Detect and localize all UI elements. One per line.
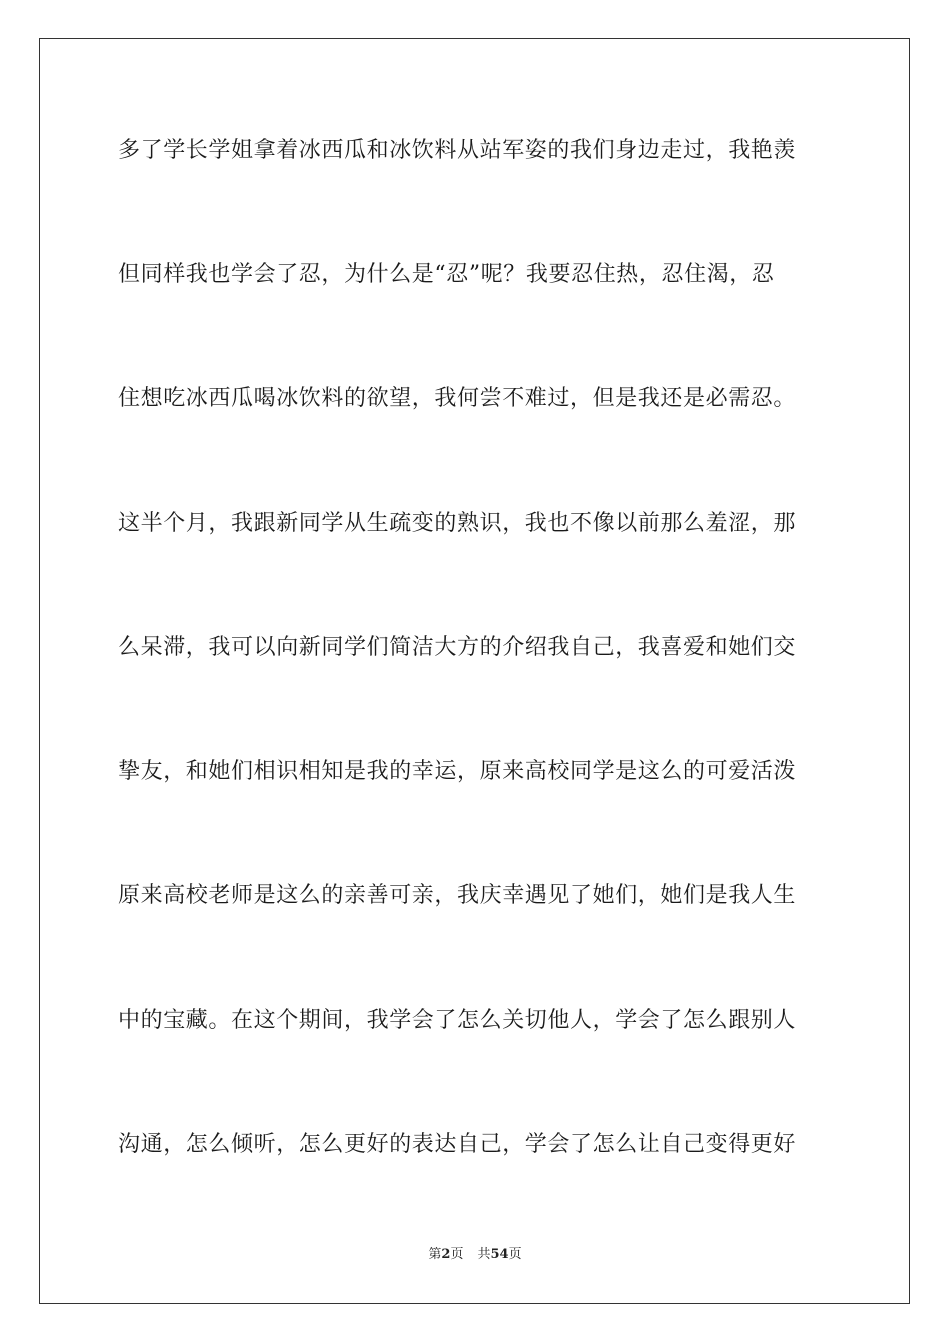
text-line: 这半个月，我跟新同学从生疏变的熟识，我也不像以前那么羞涩，那 xyxy=(118,511,797,536)
page-number-prefix: 第 xyxy=(428,1247,442,1262)
text-line: 沟通，怎么倾听，怎么更好的表达自己，学会了怎么让自己变得更好 xyxy=(118,1132,797,1157)
text-line: 但同样我也学会了忍，为什么是“忍”呢？我要忍住热，忍住渴，忍 xyxy=(118,262,775,287)
text-line: 么呆滞，我可以向新同学们简洁大方的介绍我自己，我喜爱和她们交 xyxy=(118,635,797,660)
total-pages-prefix: 共 xyxy=(477,1247,491,1262)
page-footer xyxy=(0,1246,950,1264)
text-line: 中的宝藏。在这个期间，我学会了怎么关切他人，学会了怎么跟别人 xyxy=(118,1008,797,1033)
text-line: 原来高校老师是这么的亲善可亲，我庆幸遇见了她们，她们是我人生 xyxy=(118,883,797,908)
page-border xyxy=(39,38,910,1304)
text-line: 住想吃冰西瓜喝冰饮料的欲望，我何尝不难过，但是我还是必需忍。 xyxy=(118,386,797,411)
total-pages-suffix: 页 xyxy=(508,1247,522,1262)
total-pages-number: 54 xyxy=(490,1247,509,1262)
text-line: 挚友，和她们相识相知是我的幸运，原来高校同学是这么的可爱活泼 xyxy=(118,759,797,784)
current-page-number: 2 xyxy=(441,1247,451,1262)
page-number-suffix: 页 xyxy=(450,1247,464,1262)
text-line: 多了学长学姐拿着冰西瓜和冰饮料从站军姿的我们身边走过，我艳羡 xyxy=(118,138,797,163)
